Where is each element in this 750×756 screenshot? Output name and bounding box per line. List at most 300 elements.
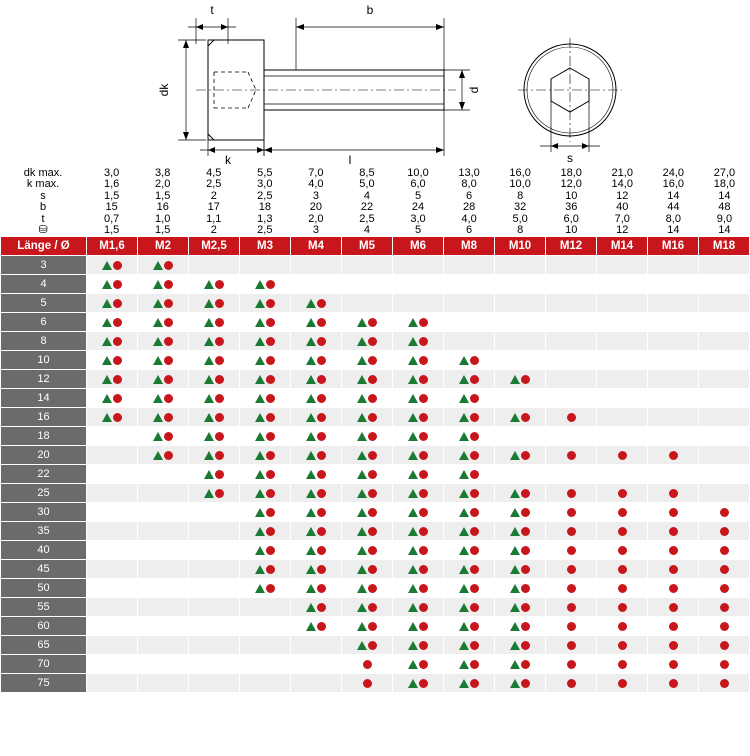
availability-cell bbox=[648, 598, 699, 617]
red-dot-icon bbox=[368, 565, 377, 574]
spec-value: 28 bbox=[462, 201, 476, 214]
availability-cell bbox=[189, 275, 240, 294]
green-triangle-icon bbox=[306, 337, 316, 346]
spec-value: 4 bbox=[363, 189, 371, 202]
specification-table bbox=[0, 168, 750, 236]
mark-group bbox=[720, 503, 729, 521]
red-dot-icon bbox=[164, 337, 173, 346]
red-dot-icon bbox=[266, 584, 275, 593]
availability-cell bbox=[546, 389, 597, 408]
matrix-header-m16[interactable]: M16 bbox=[648, 237, 699, 256]
mark-group bbox=[459, 370, 479, 388]
red-dot-icon bbox=[368, 451, 377, 460]
availability-cell bbox=[189, 408, 240, 427]
red-dot-icon bbox=[521, 489, 530, 498]
green-triangle-icon bbox=[306, 413, 316, 422]
availability-cell bbox=[291, 636, 342, 655]
mark-group bbox=[153, 313, 173, 331]
length-cell: 10 bbox=[1, 351, 87, 370]
green-triangle-icon bbox=[204, 451, 214, 460]
availability-cell bbox=[495, 294, 546, 313]
mark-group bbox=[720, 617, 729, 635]
mark-group bbox=[669, 541, 678, 559]
length-cell: 30 bbox=[1, 503, 87, 522]
availability-cell bbox=[189, 674, 240, 693]
red-dot-icon bbox=[567, 413, 576, 422]
availability-cell bbox=[87, 541, 138, 560]
spec-value: 8,0 bbox=[461, 178, 477, 191]
mark-group bbox=[357, 427, 377, 445]
spec-value: 1,0 bbox=[155, 212, 171, 225]
availability-cell bbox=[138, 256, 189, 275]
red-dot-icon bbox=[567, 679, 576, 688]
green-triangle-icon bbox=[357, 337, 367, 346]
mark-group bbox=[255, 408, 275, 426]
length-cell: 45 bbox=[1, 560, 87, 579]
green-triangle-icon bbox=[255, 508, 265, 517]
red-dot-icon bbox=[266, 413, 275, 422]
mark-group bbox=[204, 275, 224, 293]
green-triangle-icon bbox=[255, 413, 265, 422]
red-dot-icon bbox=[317, 432, 326, 441]
availability-cell bbox=[393, 617, 444, 636]
availability-cell bbox=[138, 294, 189, 313]
availability-cell bbox=[597, 484, 648, 503]
mark-group bbox=[204, 294, 224, 312]
mark-group bbox=[306, 313, 326, 331]
matrix-header-m3[interactable]: M3 bbox=[240, 237, 291, 256]
mark-group bbox=[567, 636, 576, 654]
mark-group bbox=[720, 579, 729, 597]
availability-cell bbox=[189, 427, 240, 446]
mark-group bbox=[357, 484, 377, 502]
green-triangle-icon bbox=[459, 565, 469, 574]
green-triangle-icon bbox=[102, 394, 112, 403]
length-diameter-matrix bbox=[0, 236, 750, 693]
availability-cell bbox=[699, 313, 750, 332]
availability-cell bbox=[444, 617, 495, 636]
red-dot-icon bbox=[419, 546, 428, 555]
red-dot-icon bbox=[419, 508, 428, 517]
mark-group bbox=[255, 522, 275, 540]
spec-value: 44 bbox=[667, 201, 680, 214]
red-dot-icon bbox=[618, 603, 627, 612]
spec-value: 3,0 bbox=[410, 212, 426, 225]
green-triangle-icon bbox=[204, 413, 214, 422]
availability-cell bbox=[393, 598, 444, 617]
mark-group bbox=[720, 636, 729, 654]
red-dot-icon bbox=[317, 394, 326, 403]
red-dot-icon bbox=[669, 489, 678, 498]
availability-cell bbox=[648, 294, 699, 313]
green-triangle-icon bbox=[510, 489, 520, 498]
spec-value: 17 bbox=[207, 201, 220, 214]
matrix-header-m12[interactable]: M12 bbox=[546, 237, 597, 256]
availability-cell bbox=[648, 275, 699, 294]
green-triangle-icon bbox=[510, 603, 520, 612]
mark-group bbox=[669, 579, 678, 597]
green-triangle-icon bbox=[102, 356, 112, 365]
mark-group bbox=[669, 617, 678, 635]
red-dot-icon bbox=[618, 508, 627, 517]
availability-cell bbox=[342, 313, 393, 332]
availability-cell bbox=[291, 598, 342, 617]
availability-cell bbox=[495, 655, 546, 674]
availability-cell bbox=[189, 446, 240, 465]
mark-group bbox=[306, 579, 326, 597]
mark-group bbox=[567, 541, 576, 559]
availability-cell bbox=[444, 294, 495, 313]
green-triangle-icon bbox=[255, 432, 265, 441]
mark-group bbox=[408, 560, 428, 578]
mark-group bbox=[255, 503, 275, 521]
availability-cell bbox=[648, 332, 699, 351]
availability-cell bbox=[648, 408, 699, 427]
availability-cell bbox=[138, 427, 189, 446]
red-dot-icon bbox=[215, 280, 224, 289]
length-cell: 50 bbox=[1, 579, 87, 598]
spec-value: 6 bbox=[466, 224, 473, 237]
mark-group bbox=[669, 598, 678, 616]
availability-cell bbox=[342, 370, 393, 389]
green-triangle-icon bbox=[459, 546, 469, 555]
availability-cell bbox=[342, 389, 393, 408]
red-dot-icon bbox=[567, 603, 576, 612]
green-triangle-icon bbox=[408, 470, 418, 479]
mark-group bbox=[459, 484, 479, 502]
spec-value: 1,5 bbox=[103, 189, 120, 202]
green-triangle-icon bbox=[408, 508, 418, 517]
availability-cell bbox=[291, 332, 342, 351]
red-dot-icon bbox=[419, 603, 428, 612]
mark-group bbox=[153, 332, 173, 350]
availability-cell bbox=[87, 617, 138, 636]
availability-cell bbox=[291, 522, 342, 541]
availability-cell bbox=[138, 674, 189, 693]
green-triangle-icon bbox=[102, 261, 112, 270]
availability-cell bbox=[546, 313, 597, 332]
red-dot-icon bbox=[113, 261, 122, 270]
green-triangle-icon bbox=[306, 432, 316, 441]
mark-group bbox=[408, 465, 428, 483]
availability-cell bbox=[444, 560, 495, 579]
mark-group bbox=[306, 617, 326, 635]
matrix-header-m18[interactable]: M18 bbox=[699, 237, 750, 256]
green-triangle-icon bbox=[357, 413, 367, 422]
green-triangle-icon bbox=[153, 394, 163, 403]
availability-cell bbox=[546, 275, 597, 294]
availability-cell bbox=[138, 503, 189, 522]
matrix-header-m10[interactable]: M10 bbox=[495, 237, 546, 256]
mark-group bbox=[153, 446, 173, 464]
spec-value: 1,5 bbox=[103, 224, 120, 237]
red-dot-icon bbox=[567, 451, 576, 460]
green-triangle-icon bbox=[153, 356, 163, 365]
green-triangle-icon bbox=[459, 394, 469, 403]
red-dot-icon bbox=[164, 432, 173, 441]
spec-value: 8,0 bbox=[665, 212, 681, 225]
mark-group bbox=[618, 541, 627, 559]
availability-cell bbox=[393, 256, 444, 275]
availability-cell bbox=[342, 636, 393, 655]
length-cell: 8 bbox=[1, 332, 87, 351]
availability-cell bbox=[189, 370, 240, 389]
green-triangle-icon bbox=[459, 527, 469, 536]
availability-cell bbox=[291, 465, 342, 484]
mark-group bbox=[306, 560, 326, 578]
spec-value: 10,0 bbox=[407, 167, 429, 179]
availability-cell bbox=[597, 351, 648, 370]
matrix-row bbox=[1, 598, 750, 617]
red-dot-icon bbox=[164, 261, 173, 270]
mark-group bbox=[306, 541, 326, 559]
red-dot-icon bbox=[618, 622, 627, 631]
availability-cell bbox=[87, 636, 138, 655]
availability-cell bbox=[87, 370, 138, 389]
spec-value: 12 bbox=[616, 224, 629, 237]
green-triangle-icon bbox=[408, 489, 418, 498]
spec-value: 2 bbox=[210, 189, 217, 202]
red-dot-icon bbox=[419, 679, 428, 688]
green-triangle-icon bbox=[408, 641, 418, 650]
mark-group bbox=[567, 560, 576, 578]
spec-value: 4,0 bbox=[308, 178, 324, 191]
green-triangle-icon bbox=[153, 261, 163, 270]
mark-group bbox=[357, 560, 377, 578]
green-triangle-icon bbox=[306, 489, 316, 498]
availability-cell bbox=[699, 503, 750, 522]
mark-group bbox=[618, 503, 627, 521]
mark-group bbox=[567, 674, 576, 692]
availability-cell bbox=[189, 598, 240, 617]
green-triangle-icon bbox=[153, 413, 163, 422]
availability-cell bbox=[291, 541, 342, 560]
mark-group bbox=[204, 427, 224, 445]
red-dot-icon bbox=[317, 527, 326, 536]
green-triangle-icon bbox=[408, 356, 418, 365]
mark-group bbox=[459, 598, 479, 616]
availability-cell bbox=[597, 294, 648, 313]
availability-cell bbox=[189, 541, 240, 560]
matrix-row bbox=[1, 503, 750, 522]
mark-group bbox=[102, 370, 122, 388]
mark-group bbox=[357, 579, 377, 597]
spec-value: 5 bbox=[414, 224, 422, 237]
mark-group bbox=[408, 674, 428, 692]
red-dot-icon bbox=[317, 413, 326, 422]
availability-cell bbox=[138, 598, 189, 617]
availability-cell bbox=[546, 351, 597, 370]
availability-cell bbox=[291, 503, 342, 522]
green-triangle-icon bbox=[510, 413, 520, 422]
availability-cell bbox=[240, 294, 291, 313]
red-dot-icon bbox=[567, 641, 576, 650]
availability-cell bbox=[393, 446, 444, 465]
red-dot-icon bbox=[215, 356, 224, 365]
availability-cell bbox=[444, 541, 495, 560]
availability-cell bbox=[240, 427, 291, 446]
spec-row-label: ⛁ bbox=[38, 224, 48, 237]
matrix-header-m4[interactable]: M4 bbox=[291, 237, 342, 256]
spec-value: 5,0 bbox=[359, 178, 375, 191]
green-triangle-icon bbox=[408, 546, 418, 555]
green-triangle-icon bbox=[459, 356, 469, 365]
green-triangle-icon bbox=[459, 413, 469, 422]
availability-cell bbox=[444, 522, 495, 541]
availability-cell bbox=[546, 655, 597, 674]
mark-group bbox=[720, 560, 729, 578]
mark-group bbox=[153, 370, 173, 388]
mark-group bbox=[306, 484, 326, 502]
matrix-row bbox=[1, 427, 750, 446]
green-triangle-icon bbox=[408, 375, 418, 384]
mark-group bbox=[306, 465, 326, 483]
red-dot-icon bbox=[363, 660, 372, 669]
matrix-header-m14[interactable]: M14 bbox=[597, 237, 648, 256]
availability-cell bbox=[597, 579, 648, 598]
red-dot-icon bbox=[317, 584, 326, 593]
green-triangle-icon bbox=[255, 470, 265, 479]
drawing-svg bbox=[0, 0, 750, 168]
red-dot-icon bbox=[419, 527, 428, 536]
availability-cell bbox=[291, 560, 342, 579]
red-dot-icon bbox=[470, 565, 479, 574]
spec-value: 3,0 bbox=[257, 178, 273, 191]
mark-group bbox=[306, 446, 326, 464]
red-dot-icon bbox=[113, 318, 122, 327]
specification-table-wrapper bbox=[0, 168, 750, 236]
green-triangle-icon bbox=[408, 584, 418, 593]
red-dot-icon bbox=[317, 337, 326, 346]
mark-group bbox=[408, 446, 428, 464]
availability-cell bbox=[546, 408, 597, 427]
availability-cell bbox=[597, 389, 648, 408]
red-dot-icon bbox=[317, 565, 326, 574]
availability-cell bbox=[393, 370, 444, 389]
green-triangle-icon bbox=[306, 394, 316, 403]
spec-value: 7,0 bbox=[614, 212, 630, 225]
red-dot-icon bbox=[470, 394, 479, 403]
red-dot-icon bbox=[720, 584, 729, 593]
mark-group bbox=[255, 560, 275, 578]
availability-cell bbox=[138, 541, 189, 560]
availability-cell bbox=[240, 370, 291, 389]
length-cell: 4 bbox=[1, 275, 87, 294]
dim-label-t: t bbox=[210, 3, 214, 17]
green-triangle-icon bbox=[408, 622, 418, 631]
availability-cell bbox=[138, 465, 189, 484]
red-dot-icon bbox=[419, 565, 428, 574]
green-triangle-icon bbox=[255, 299, 265, 308]
matrix-header-m2[interactable]: M2 bbox=[138, 237, 189, 256]
availability-cell bbox=[240, 332, 291, 351]
availability-cell bbox=[648, 674, 699, 693]
mark-group bbox=[255, 313, 275, 331]
mark-group bbox=[255, 427, 275, 445]
spec-value: 2,5 bbox=[359, 212, 375, 225]
availability-cell bbox=[87, 598, 138, 617]
availability-cell bbox=[393, 294, 444, 313]
red-dot-icon bbox=[470, 660, 479, 669]
red-dot-icon bbox=[113, 375, 122, 384]
availability-cell bbox=[189, 389, 240, 408]
availability-cell bbox=[240, 579, 291, 598]
matrix-header-m8[interactable]: M8 bbox=[444, 237, 495, 256]
availability-cell bbox=[495, 636, 546, 655]
availability-cell bbox=[546, 636, 597, 655]
availability-cell bbox=[597, 275, 648, 294]
availability-cell bbox=[546, 370, 597, 389]
availability-cell bbox=[87, 313, 138, 332]
green-triangle-icon bbox=[357, 584, 367, 593]
matrix-header-m25[interactable]: M2,5 bbox=[189, 237, 240, 256]
red-dot-icon bbox=[470, 375, 479, 384]
red-dot-icon bbox=[368, 641, 377, 650]
mark-group bbox=[204, 465, 224, 483]
red-dot-icon bbox=[215, 470, 224, 479]
mark-group bbox=[357, 389, 377, 407]
green-triangle-icon bbox=[408, 679, 418, 688]
matrix-header-m16[interactable]: M1,6 bbox=[87, 237, 138, 256]
red-dot-icon bbox=[215, 394, 224, 403]
spec-value: 4 bbox=[363, 224, 371, 237]
red-dot-icon bbox=[317, 451, 326, 460]
mark-group bbox=[510, 560, 530, 578]
green-triangle-icon bbox=[357, 565, 367, 574]
mark-group bbox=[357, 465, 377, 483]
availability-cell bbox=[699, 446, 750, 465]
mark-group bbox=[669, 655, 678, 673]
green-triangle-icon bbox=[153, 432, 163, 441]
mark-group bbox=[357, 332, 377, 350]
green-triangle-icon bbox=[255, 337, 265, 346]
availability-cell bbox=[648, 617, 699, 636]
spec-value: 2,5 bbox=[257, 189, 273, 202]
dim-label-d: d bbox=[467, 86, 481, 94]
availability-cell bbox=[495, 313, 546, 332]
availability-cell bbox=[240, 522, 291, 541]
availability-cell bbox=[444, 579, 495, 598]
green-triangle-icon bbox=[306, 356, 316, 365]
red-dot-icon bbox=[368, 432, 377, 441]
availability-cell bbox=[189, 617, 240, 636]
availability-cell bbox=[699, 427, 750, 446]
availability-cell bbox=[342, 256, 393, 275]
mark-group bbox=[357, 313, 377, 331]
matrix-header-m5[interactable]: M5 bbox=[342, 237, 393, 256]
mark-group bbox=[357, 636, 377, 654]
availability-cell bbox=[648, 256, 699, 275]
availability-cell bbox=[291, 674, 342, 693]
spec-value: 20 bbox=[309, 201, 323, 214]
matrix-row bbox=[1, 560, 750, 579]
availability-cell bbox=[597, 256, 648, 275]
availability-cell bbox=[291, 446, 342, 465]
red-dot-icon bbox=[618, 527, 627, 536]
availability-cell bbox=[444, 351, 495, 370]
availability-cell bbox=[291, 484, 342, 503]
mark-group bbox=[306, 427, 326, 445]
spec-value: 3 bbox=[312, 189, 319, 202]
mark-group bbox=[204, 370, 224, 388]
availability-cell bbox=[87, 560, 138, 579]
red-dot-icon bbox=[419, 451, 428, 460]
matrix-row bbox=[1, 408, 750, 427]
matrix-header-m6[interactable]: M6 bbox=[393, 237, 444, 256]
availability-cell bbox=[189, 332, 240, 351]
green-triangle-icon bbox=[204, 318, 214, 327]
spec-value: 1,3 bbox=[257, 212, 273, 225]
